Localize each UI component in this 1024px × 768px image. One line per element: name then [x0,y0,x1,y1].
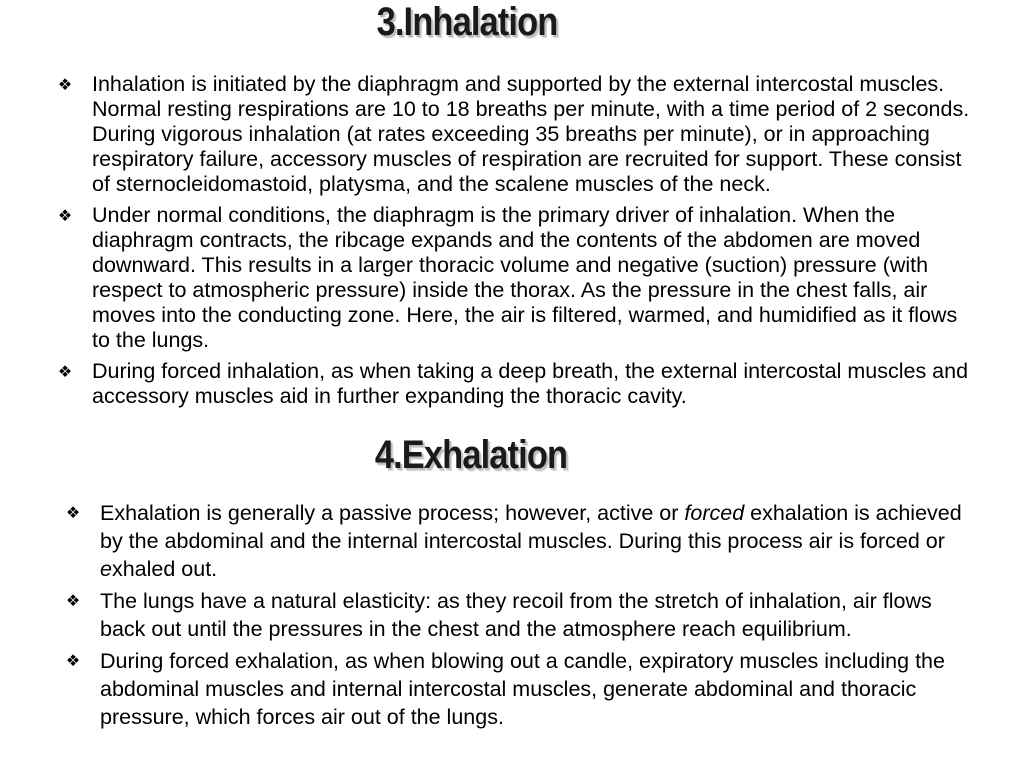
exhalation-item-1-part3: xhaled out. [111,557,218,581]
inhalation-item-1-text: Inhalation is initiated by the diaphragm and supported by the external intercostal muscles. Normal resting respirations are 10 to 18 breaths per minute, with a time period of 2 seconds. During vigorous inhalation (at rates exceeding 35 breaths per minute), or in approaching respiratory failure, accessory muscles of respiration are recruited for support. These consist of sternocleidomastoid, platysma, and the scalene muscles of the neck. [92,72,970,196]
diamond-cross-bullet-icon: ❖ [65,651,81,670]
exhalation-item-1-italic: forced [684,501,745,525]
inhalation-item-3 [54,359,974,409]
inhalation-heading: 3.Inhalation [376,0,558,44]
exhalation-item-3-text: During forced exhalation, as when blowing out a candle, expiratory muscles including the abdominal muscles and internal intercostal muscles, generate abdominal and thoracic pressure, which forces air out of the lungs. [100,649,945,729]
inhalation-item-2 [54,203,974,353]
exhalation-item-1-italic2: e [100,557,112,581]
diamond-cross-bullet-icon: ❖ [57,206,73,225]
inhalation-item-1 [54,72,974,197]
diamond-cross-bullet-icon: ❖ [65,503,81,522]
diamond-cross-bullet-icon: ❖ [57,362,73,381]
exhalation-item-1-part2: exhalation is achieved by the abdominal and the internal intercostal muscles. During this process air is forced or [100,501,962,553]
exhalation-item-3 [62,647,962,731]
exhalation-item-2 [62,587,962,643]
exhalation-list [62,499,962,735]
exhalation-item-1-text [100,501,962,581]
diamond-cross-bullet-icon: ❖ [57,75,73,94]
exhalation-heading: 4.Exhalation [374,433,568,477]
inhalation-item-3-text: During forced inhalation, as when taking a deep breath, the external intercostal muscles and accessory muscles aid in further expanding the thoracic cavity. [92,359,969,408]
exhalation-item-1 [62,499,962,583]
diamond-cross-bullet-icon: ❖ [65,591,81,610]
exhalation-item-1-part1: Exhalation is generally a passive process; however, active or [100,501,685,525]
inhalation-list [54,72,974,415]
inhalation-item-2-text: Under normal conditions, the diaphragm is the primary driver of inhalation. When the diaphragm contracts, the ribcage expands and the contents of the abdomen are moved downward. This results in a larger thoracic volume and negative (suction) pressure (with respect to atmospheric pressure) inside the thorax. As the pressure in the chest falls, air moves into the conducting zone. Here, the air is filtered, warmed, and humidified as it flows to the lungs. [92,203,958,352]
exhalation-item-2-text: The lungs have a natural elasticity: as they recoil from the stretch of inhalation, air flows back out until the pressures in the chest and the atmosphere reach equilibrium. [100,589,932,641]
